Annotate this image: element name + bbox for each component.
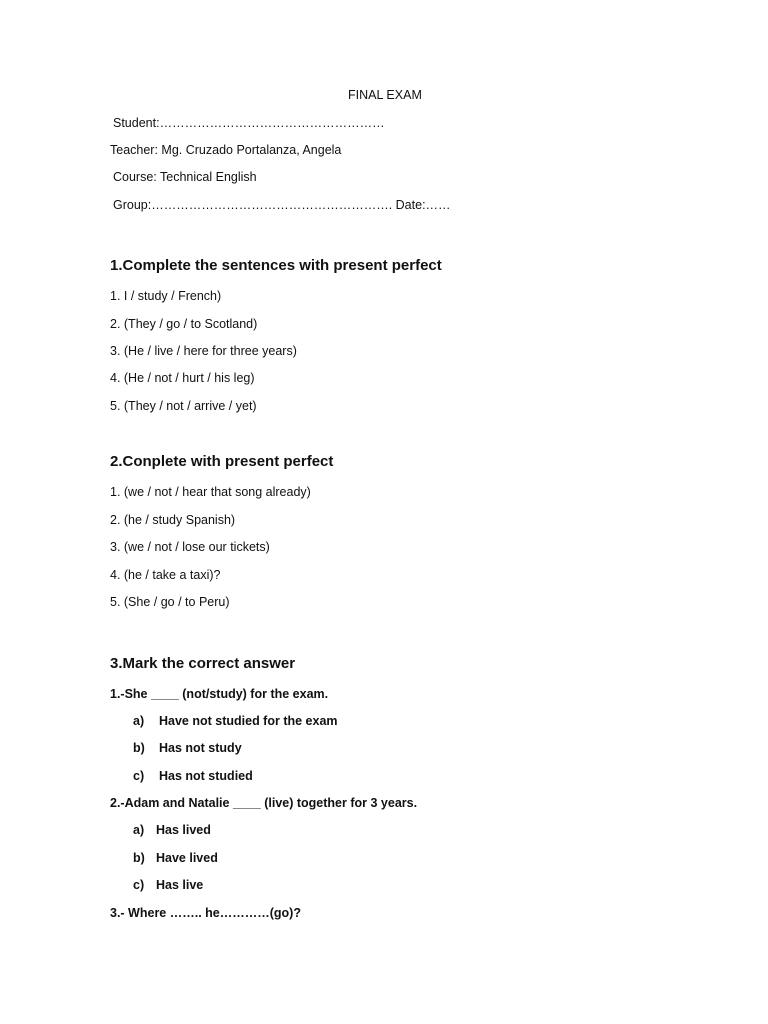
question-1: 1.-She ____ (not/study) for the exam.: [110, 687, 329, 701]
section-1-item: 2. (They / go / to Scotland): [110, 317, 258, 331]
question-1-option-b[interactable]: [133, 740, 242, 756]
option-label: c): [133, 878, 145, 892]
section-2-item: 5. (She / go / to Peru): [110, 595, 230, 609]
option-text: Have lived: [156, 851, 218, 865]
exam-title: FINAL EXAM: [348, 88, 422, 102]
question-2-option-a[interactable]: [133, 822, 211, 838]
option-label: a): [133, 823, 145, 837]
section-2-item: 1. (we / not / hear that song already): [110, 485, 311, 499]
option-label: c): [133, 769, 145, 783]
student-field: Student:………………………………………………: [113, 116, 385, 130]
group-date-field: Group:…………………………………………………. Date:……: [113, 198, 451, 212]
section-2-item: 2. (he / study Spanish): [110, 513, 236, 527]
section-1-item: 1. I / study / French): [110, 289, 222, 303]
section-2-item: 3. (we / not / lose our tickets): [110, 540, 270, 554]
question-2-option-b[interactable]: [133, 850, 218, 866]
section-1-item: 3. (He / live / here for three years): [110, 344, 297, 358]
section-1-item: 5. (They / not / arrive / yet): [110, 399, 257, 413]
course-line: Course: Technical English: [113, 170, 257, 184]
section-1-heading: 1.Complete the sentences with present perfect: [110, 257, 442, 274]
section-2-heading: 2.Conplete with present perfect: [110, 453, 334, 470]
option-label: a): [133, 714, 145, 728]
question-2: 2.-Adam and Natalie ____ (live) together for 3 years.: [110, 796, 418, 810]
option-label: b): [133, 851, 145, 865]
section-1-item: 4. (He / not / hurt / his leg): [110, 371, 255, 385]
teacher-line: Teacher: Mg. Cruzado Portalanza, Angela: [110, 143, 342, 157]
option-text: Has not study: [159, 741, 242, 755]
question-1-option-a[interactable]: [133, 713, 338, 729]
section-2-item: 4. (he / take a taxi)?: [110, 568, 221, 582]
question-2-option-c[interactable]: [133, 877, 203, 893]
section-3-heading: 3.Mark the correct answer: [110, 655, 296, 672]
option-text: Has lived: [156, 823, 211, 837]
option-text: Has not studied: [159, 769, 253, 783]
option-label: b): [133, 741, 145, 755]
question-3: 3.- Where …….. he…………(go)?: [110, 906, 301, 920]
option-text: Have not studied for the exam: [159, 714, 338, 728]
question-1-option-c[interactable]: [133, 768, 253, 784]
option-text: Has live: [156, 878, 204, 892]
